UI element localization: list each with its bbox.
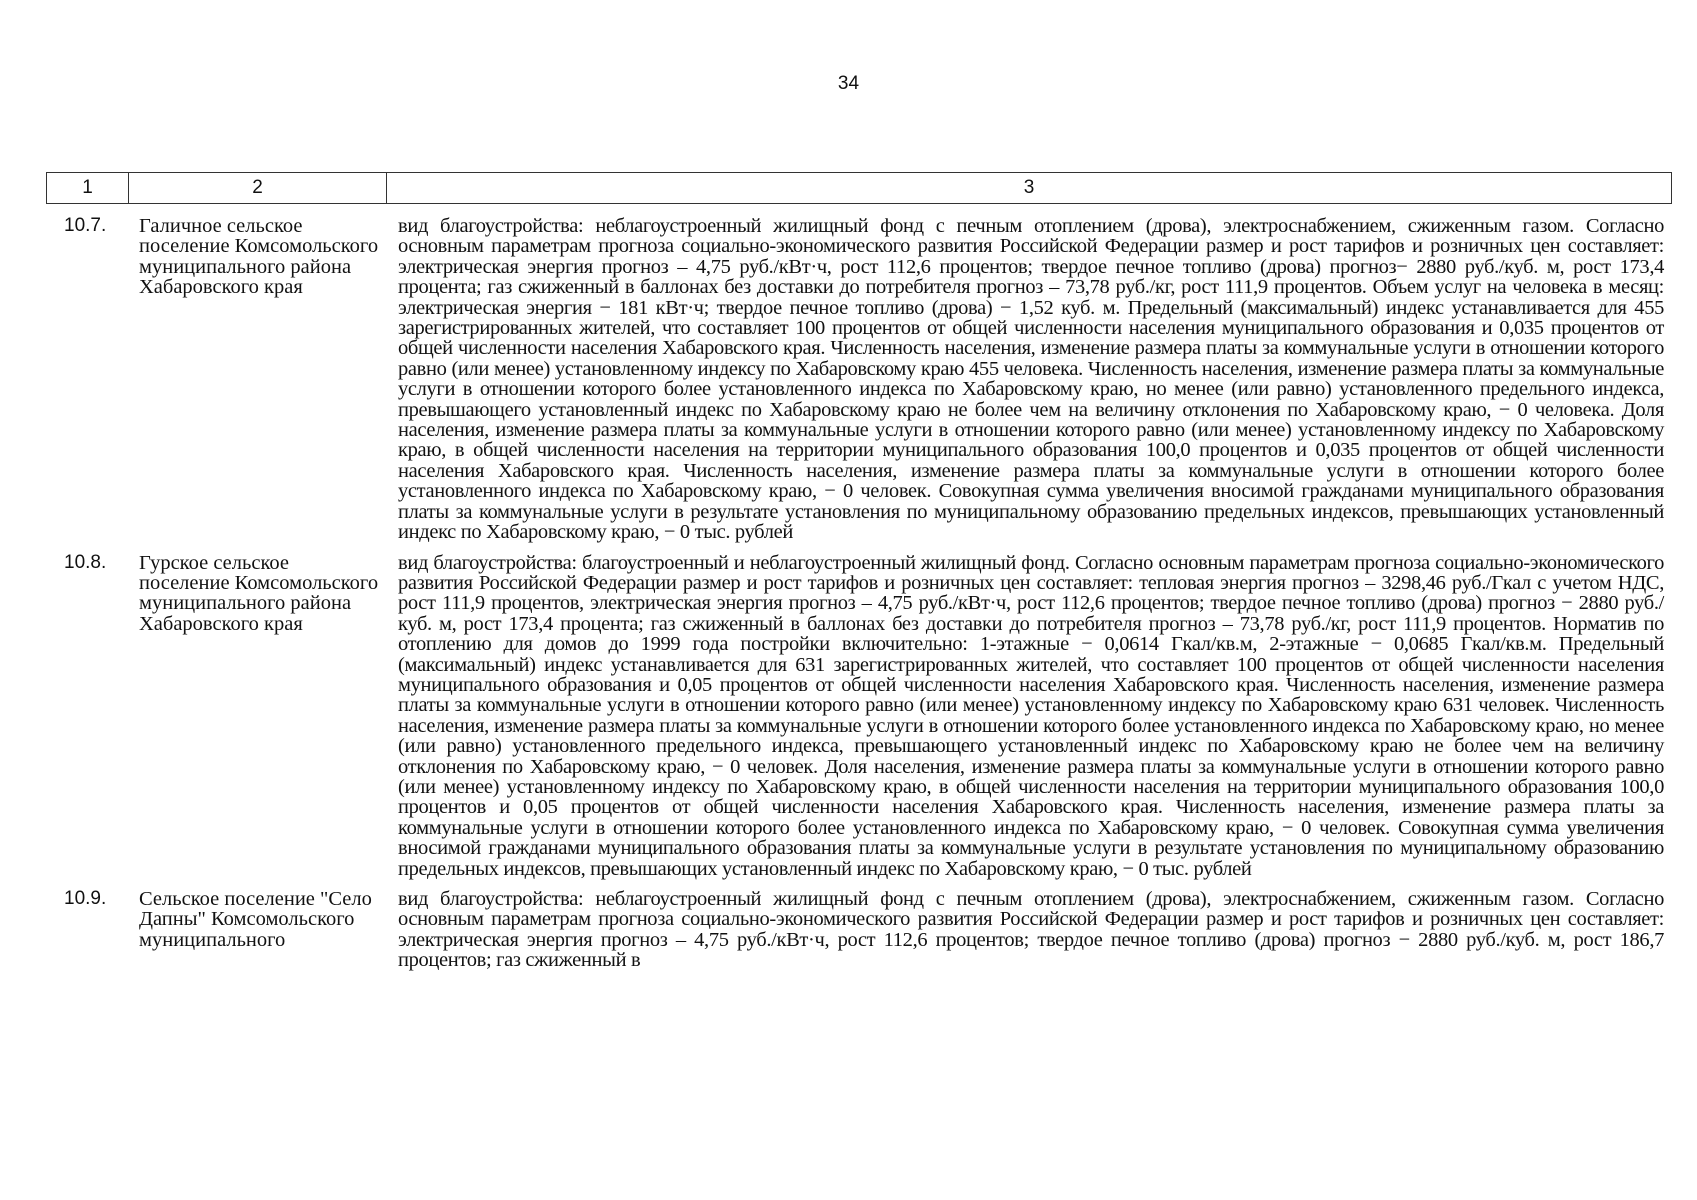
settlement-description: вид благоустройства: неблагоустроенный жилищный фонд с печным отоплением (дрова), электроснабжением, сжиженным газом. Согласно основным параметрам прогноза социально-экономического развития Российской Федерации размер и рост тарифов и розничных цен составляет: электрическая энергия прогноз – 4,75 руб./кВт·ч, рост 112,6 процентов; твердое печное топливо (дрова) прогноз− 2880 руб./куб. м, рост 173,4 процента; газ сжиженный в баллонах без доставки до потребителя прогноз – 73,78 руб./кг, рост 111,9 процентов. Объем услуг на человека в месяц: электрическая энергия − 181 кВт·ч; твердое печное топливо (дрова) − 1,52 куб. м. Предельный (максимальный) индекс устанавливается для 455 зарегистрированных жителей, что составляет 100 процентов от общей численности населения муниципального образования и 0,035 процентов от общей численности населения Хабаровского края. Численность населения, изменение размера платы за коммунальные услуги в отношении которого равно (или менее) установленному индексу по Хабаровскому краю 455 человека. Численность населения, изменение размера платы за коммунальные услуги в отношении которого более установленного индекса по Хабаровскому краю, но менее (или равно) установленного предельного индекса, превышающего установленный индекс по Хабаровскому краю не более чем на величину отклонения по Хабаровскому краю, − 0 человека. Доля населения, изменение размера платы за коммунальные услуги в отношении которого равно (или менее) установленному индексу по Хабаровскому краю, в общей численности населения на территории муниципального образования 100,0 процентов и 0,035 процентов от общей численности населения Хабаровского края. Численность населения, изменение размера платы за коммунальные услуги в отношении которого более установленного индекса по Хабаровскому краю, − 0 человек. Совокупная сумма увеличения вносимой гражданами муниципального образования платы за коммунальные услуги в результате установления по муниципальному образованию предельных индексов, превышающих установленный индекс по Хабаровскому краю, − 0 тыс. рублей (398, 215, 1664, 544)
table-row (46, 889, 1672, 971)
table-row (46, 553, 1672, 880)
row-number: 10.8. (64, 551, 107, 573)
table-header (46, 172, 1672, 204)
row-number: 10.9. (64, 888, 107, 909)
page-number: 34 (837, 73, 860, 94)
settlement-description: вид благоустройства: благоустроенный и неблагоустроенный жилищный фонд. Согласно основным параметрам прогноза социально-экономического развития Российской Федерации размер и рост тарифов и розничных цен составляет: тепловая энергия прогноз – 3298,46 руб./Гкал с учетом НДС, рост 111,9 процентов, электрическая энергия прогноз – 4,75 руб./кВт·ч, рост 112,6 процентов; твердое печное топливо (дрова) прогноз − 2880 руб./куб. м, рост 173,4 процента; газ сжиженный в баллонах без доставки до потребителя прогноз – 73,78 руб./кг, рост 111,9 процентов. Норматив по отоплению для домов до 1999 года постройки включительно: 1-этажные − 0,0614 Гкал/кв.м, 2-этажные − 0,0685 Гкал/кв.м. Предельный (максимальный) индекс устанавливается для 631 зарегистрированных жителей, что составляет 100 процентов от общей численности населения муниципального образования и 0,05 процентов от общей численности населения Хабаровского края. Численность населения, изменение размера платы за коммунальные услуги в отношении которого равно (или менее) установленному индексу по Хабаровскому краю 631 человек. Численность населения, изменение размера платы за коммунальные услуги в отношении которого более установленного индекса по Хабаровскому краю, но менее (или равно) установленного предельного индекса, превышающего установленный индекс по Хабаровскому краю не более чем на величину отклонения по Хабаровскому краю, − 0 человек. Доля населения, изменение размера платы за коммунальные услуги в отношении которого равно (или менее) установленному индексу по Хабаровскому краю, в общей численности населения на территории муниципального образования 100,0 процентов и 0,05 процентов от общей численности населения Хабаровского края. Численность населения, изменение размера платы за коммунальные услуги в отношении которого более установленного индекса по Хабаровскому краю, − 0 человек. Совокупная сумма увеличения вносимой гражданами муниципального образования платы за коммунальные услуги в результате установления по муниципальному образованию предельных индексов, превышающих установленный индекс по Хабаровскому краю, − 0 тыс. рублей (398, 551, 1664, 880)
settlement-name: Галичное сельское поселение Комсомольского муниципального района Хабаровского края (139, 215, 379, 299)
header-col-1: 1 (47, 173, 129, 203)
header-col-2: 2 (129, 173, 387, 203)
table-body (46, 216, 1672, 981)
table-row (46, 216, 1672, 543)
settlement-description: вид благоустройства: неблагоустроенный жилищный фонд с печным отоплением (дрова), электроснабжением, сжиженным газом. Согласно основным параметрам прогноза социально-экономического развития Российской Федерации размер и рост тарифов и розничных цен составляет: электрическая энергия прогноз – 4,75 руб./кВт·ч, рост 112,6 процентов; твердое печное топливо (дрова) прогноз − 2880 руб./куб. м, рост 186,7 процентов; газ сжиженный в (398, 889, 1664, 971)
row-number: 10.7. (64, 215, 107, 236)
header-col-3: 3 (1023, 177, 1035, 198)
settlement-name: Гурское сельское поселение Комсомольского муниципального района Хабаровского края (139, 551, 379, 635)
settlement-name: Сельское поселение "Село Дапны" Комсомольского муниципального (139, 889, 372, 951)
